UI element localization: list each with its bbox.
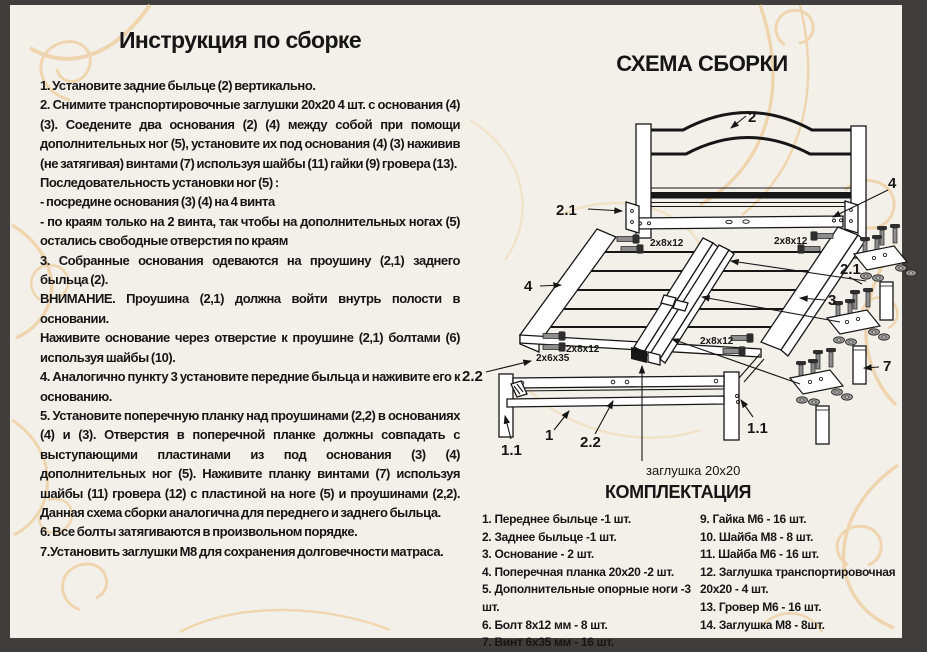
parts-title: КОМПЛЕКТАЦИЯ: [604, 482, 752, 502]
instruction-paragraph: - посредине основания (3) (4) на 4 винта: [40, 194, 275, 210]
label-7: 7: [883, 358, 892, 375]
label-1-1-right: 1.1: [747, 420, 768, 437]
footboard-top-bar: [513, 376, 724, 388]
instruction-paragraph: 7.Установить заглушки М8 для сохранения долговечности матраса.: [40, 543, 444, 559]
lug-bar: [626, 201, 858, 233]
leg-kit-1: [854, 224, 917, 320]
part-item: 10. Шайба М8 - 8 шт.: [700, 529, 814, 544]
diagram-title: СХЕМА СБОРКИ: [616, 51, 788, 76]
label-screw-2x8x12: 2x8x12: [650, 238, 684, 249]
label-screw-2x8x12: 2x8x12: [566, 344, 600, 355]
part-item: 12. Заглушка транспортировочная 20х20 - 4 шт.: [700, 564, 896, 597]
footboard-right-post: [724, 372, 739, 440]
part-item: 2. Заднее быльце -1 шт.: [482, 529, 617, 544]
label-1: 1: [545, 427, 554, 444]
left-lug-bracket: [626, 202, 639, 233]
label-2-1-left: 2.1: [556, 202, 577, 219]
part-item: 13. Гровер М6 - 16 шт.: [700, 599, 822, 614]
left-rail: [520, 229, 616, 343]
part-item: 3. Основание - 2 шт.: [482, 547, 594, 562]
instruction-paragraph: 1. Установите задние быльце (2) вертикально.: [40, 78, 316, 93]
footboard-rail: [507, 396, 724, 407]
label-2-1-right: 2.1: [840, 261, 861, 278]
instruction-paragraph: 2. Снимите транспортировочные заглушки 20х20 4 шт. с основания (4) (3). Соедените два основания (2) (4) между собой при помощи дополнительных ног (5), установите их под основания (4) (3) наживив (не затягивая) винтами (7) используя шайбы (11) гайки (9) гровера (13).: [40, 97, 460, 171]
part-item: 9. Гайка М6 - 16 шт.: [700, 512, 807, 526]
label-2-2-left: 2.2: [462, 368, 483, 385]
part-item: 5. Дополнительные опорные ноги -3 шт.: [482, 582, 691, 614]
instruction-paragraph: Последовательность установки ног (5) :: [40, 175, 279, 191]
part-item: 4. Поперечная планка 20х20 -2 шт.: [482, 564, 674, 579]
instruction-paragraph: 3. Собранные основания одеваются на проушину (2,1) заднего быльца (2).: [40, 252, 460, 288]
plug-caption: заглушка 20х20: [646, 463, 741, 478]
label-4-left: 4: [524, 278, 533, 295]
instruction-paragraph: ВНИМАНИЕ. Проушина (2,1) должна войти внутрь полости в основании.: [40, 291, 460, 326]
part-item: 14. Заглушка М8 - 8шт.: [700, 617, 825, 632]
leg-kit-3: [790, 348, 853, 444]
part-item: 1. Переднее быльце -1 шт.: [482, 512, 631, 526]
page-title: Инструкция по сборке: [118, 27, 362, 53]
parts-list-right: [700, 511, 906, 634]
label-1-1-left: 1.1: [501, 442, 522, 459]
label-screw-2x8x12: 2x8x12: [774, 236, 808, 247]
bed-assembly-diagram: [455, 80, 927, 480]
headboard-inner-arch: [651, 138, 851, 155]
part-item: 11. Шайба М6 - 16 шт.: [700, 547, 819, 562]
label-3: 3: [828, 292, 837, 309]
part-item: 7. Винт 6х35 мм - 16 шт.: [482, 635, 614, 650]
headboard-bar: [651, 192, 851, 199]
instruction-paragraph: 5. Установите поперечную планку над проушинами (2,2) в основаниях (4) и (3). Отверстия в поперечной планке должны совпадать с выступающими пластинами из под основания (3) (4) дополнительных ног (5). Наживите планку винтами (7) используя шайбы (11) гровера (12) с пластиной на ноге (5) и проушинами (2,2). Данная схема сборки аналогична для переднего и заднего быльца.: [40, 407, 460, 520]
label-screw-2x6x35: 2x6x35: [536, 353, 570, 364]
instruction-paragraph: 6. Все болты затягиваются в произвольном порядке.: [40, 524, 358, 540]
instruction-paragraph: 4. Аналогично пункту 3 установите передние быльца и наживите его к основанию.: [40, 369, 460, 404]
label-4-right: 4: [888, 175, 897, 192]
instruction-paragraph: - по краям только на 2 винта, так чтобы на дополнительных ногах (5) остались свободные отверстия по краям: [40, 213, 460, 249]
parts-list-left: [482, 511, 694, 652]
part-item: 6. Болт 8х12 мм - 8 шт.: [482, 617, 608, 632]
label-2-2-bottom: 2.2: [580, 434, 601, 451]
footboard: [499, 354, 764, 440]
instructions-text: [40, 76, 460, 561]
label-screw-2x8x12: 2x8x12: [700, 336, 734, 347]
page-frame: [10, 5, 902, 650]
instruction-paragraph: Наживите основание через отверстие к проушине (2,1) болтами (6) используя шайбы (10).: [40, 330, 460, 365]
label-2: 2: [748, 109, 757, 126]
